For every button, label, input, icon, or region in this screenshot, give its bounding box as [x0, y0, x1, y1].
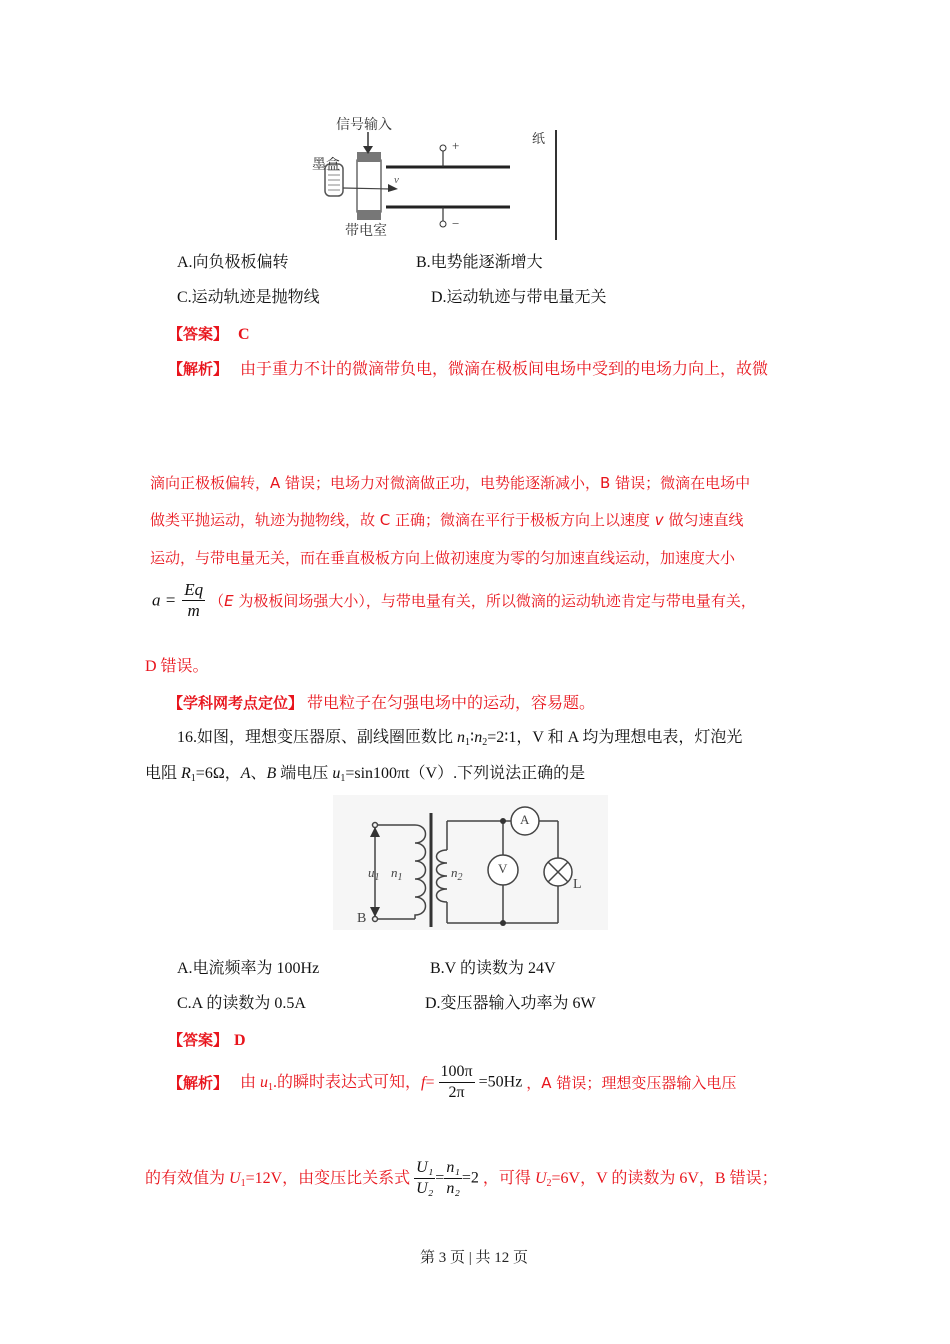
paper-label: 纸 [532, 131, 546, 146]
answer-tag: 【答案】 [168, 325, 229, 343]
q16-option-a: A.电流频率为 100Hz [177, 960, 320, 977]
lamp-label: L [573, 877, 582, 892]
voltage-ratio-fraction: $\frac{\text{U₁}}{\text{U₂}}$ [416, 1159, 434, 1197]
voltmeter-label: V [498, 861, 508, 876]
q15-analysis-line4: 运动，与带电量无关，而在垂直极板方向上做初速度为零的匀加速直线运动，加速度大小 [150, 549, 736, 567]
answer-value: D [234, 1032, 246, 1049]
ink-box-label: 墨盒 [312, 158, 340, 173]
q15-option-b: B.电势能逐渐增大 [416, 254, 543, 271]
q15-analysis-line6: D 错误。 [145, 658, 209, 675]
ammeter-label: A [520, 812, 530, 827]
answer-value: C [238, 326, 250, 343]
q16-option-b: B.V 的读数为 24V [430, 960, 556, 977]
n1-label: $n_1$ [391, 865, 403, 883]
n2-label: $n_2$ [451, 865, 463, 883]
frequency-fraction: $\frac{100\pi}{2\pi}$ [440, 1063, 473, 1101]
q15-option-d: D.运动轨迹与带电量无关 [431, 289, 607, 306]
q16-analysis-line2: 的有效值为 $U_1=12V$，由变压比关系式 $\frac{\text{U₁}}{\text{U₂}}$ = $\frac{\text{n₁}}{\text{n₂}}$ =2 ，可得 $U_2=6V$，V 的读数为 6V，B 错误； [145, 1159, 778, 1197]
q15-kaodian [168, 692, 595, 714]
q15-analysis-line5: a = $\frac{Eq}{m}$ （E 为极板间场强大小），与带电量有关，所以微滴的运动轨迹肯定与带电量有关， [152, 580, 756, 620]
transformer-circuit-figure [333, 795, 608, 930]
turns-ratio-fraction: $\frac{\text{n₁}}{\text{n₂}}$ [446, 1159, 460, 1197]
q15-analysis-line2: 滴向正极板偏转，A 错误；电场力对微滴做正功，电势能逐渐减小，B 错误；微滴在电场中 [150, 474, 751, 492]
signal-input-label: 信号输入 [336, 118, 392, 133]
q15-option-c: C.运动轨迹是抛物线 [177, 289, 320, 306]
q15-analysis-line3: 做类平抛运动，轨迹为抛物线，故 C 正确；微滴在平行于极板方向上以速度 v 做匀速直线 [150, 511, 744, 529]
analysis-tag: 【解析】 [168, 360, 229, 378]
analysis-text: 由于重力不计的微滴带负电，微滴在极板间电场中受到的电场力向上，故微 [240, 361, 769, 378]
terminal-b-label: B [357, 911, 367, 926]
q16-analysis-line1: 【解析】 由 $u_1$.的瞬时表达式可知，f= $\frac{100\pi}{2\pi}$ =50Hz ，A 错误；理想变压器输入电压 [168, 1063, 737, 1101]
q16-option-c: C.A 的读数为 0.5A [177, 995, 306, 1012]
transformer-circuit-svg [333, 795, 608, 930]
kaodian-tag: 【学科网考点定位】 [168, 694, 304, 712]
q15-option-a: A.向负极板偏转 [177, 254, 289, 271]
analysis-tag: 【解析】 [168, 1074, 229, 1092]
charge-chamber-label: 带电室 [345, 224, 387, 239]
answer-tag: 【答案】 [168, 1031, 229, 1049]
kaodian-text: 带电粒子在匀强电场中的运动，容易题。 [307, 695, 596, 712]
acceleration-fraction: $\frac{Eq}{m}$ [184, 580, 204, 620]
q16-stem-line2: 电阻 $R_1=6\Omega$，A、B 端电压 $u_1=\sin 100\pi t(V)$.下列说法正确的是 [145, 765, 586, 784]
minus-label: − [452, 216, 460, 231]
acceleration-formula: a = [152, 590, 177, 610]
velocity-label: v [394, 174, 399, 186]
q15-answer [168, 323, 250, 345]
inkjet-diagram-figure [290, 112, 580, 240]
q16-stem-line1: 16.如图，理想变压器原、副线圈匝数比 $n_1∶n_2=2∶1$，V 和 A 均为理想电表，灯泡光 [177, 729, 743, 748]
u1-label: $u_1$ [368, 865, 380, 883]
q16-answer [168, 1029, 246, 1051]
page-number-footer: 第 3 页 | 共 12 页 [420, 1250, 529, 1266]
q16-option-d: D.变压器输入功率为 6W [425, 995, 596, 1012]
q15-analysis-line1 [168, 358, 768, 380]
plus-label: + [452, 138, 460, 153]
